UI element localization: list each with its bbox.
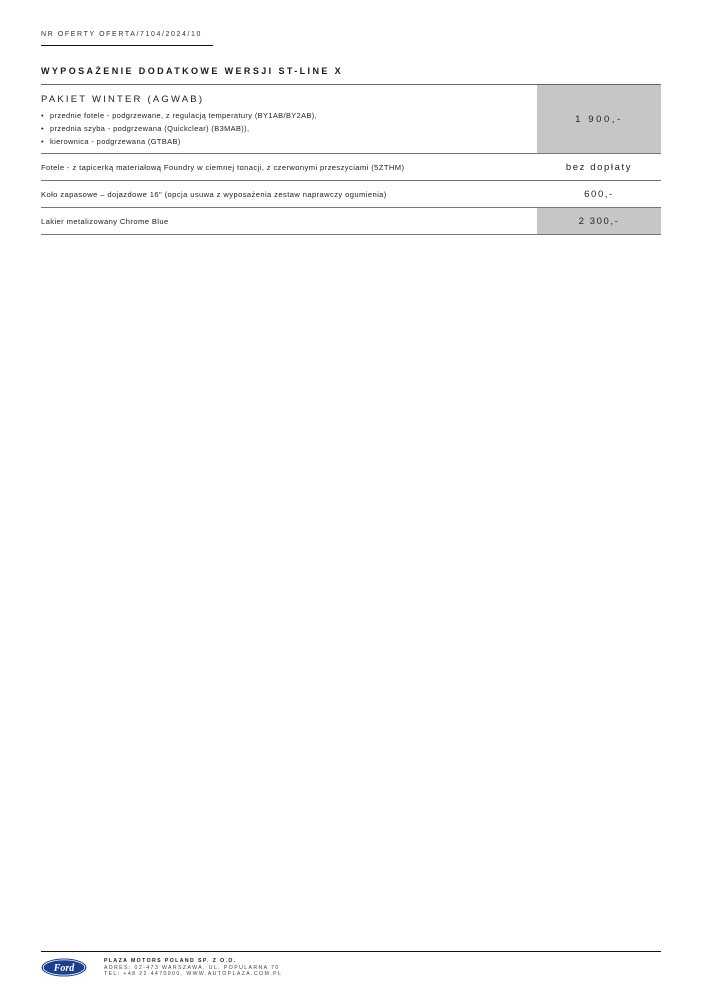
company-address: ADRES: 02-473 WARSZAWA, UL. POPULARNA 70 [104,964,280,971]
equipment-table [41,84,661,235]
package-bullet [41,109,537,122]
row-description: Lakier metalizowany Chrome Blue [41,216,169,226]
bullet-dot: • [41,124,44,133]
table-row [41,154,661,181]
ford-logo-icon [41,958,87,977]
bullet-dot: • [41,111,44,120]
offer-number: NR OFERTY OFERTA/7104/2024/10 [41,31,203,38]
package-bullet [41,135,537,148]
ford-logo-text: Ford [53,963,75,974]
bullet-text: kierownica - podgrzewana (GTBAB) [50,137,181,146]
offer-number-underline [41,45,213,46]
footer-rule [41,951,661,952]
company-name: PLAZA MOTORS POLAND SP. Z O.O. [104,958,237,964]
package-title: PAKIET WINTER (AGWAB) [41,94,205,105]
company-info [104,958,282,978]
table-row [41,85,661,154]
table-row [41,208,661,235]
bullet-dot: • [41,137,44,146]
section-title: WYPOSAŻENIE DODATKOWE WERSJI ST-LINE X [41,66,344,76]
row-description: Koło zapasowe – dojazdowe 16" (opcja usuwa z wyposażenia zestaw naprawczy ogumienia) [41,189,387,199]
price-cell: bez dopłaty [537,154,661,180]
bullet-text: przednia szyba - podgrzewana (Quickclear) (B3MAB)), [50,124,250,133]
price-cell: 1 900,- [537,85,661,153]
bullet-text: przednie fotele - podgrzewane, z regulacją temperatury (BY1AB/BY2AB), [50,111,318,120]
row-description: Fotele - z tapicerką materiałową Foundry w ciemnej tonacji, z czerwonymi przeszyciami (5ZTHM) [41,162,405,172]
company-contact: TEL: +48 22 4470000, WWW.AUTOPLAZA.COM.PL [104,971,283,978]
price-cell: 2 300,- [537,208,661,234]
price-cell: 600,- [537,181,661,207]
table-row [41,181,661,208]
row-description [41,85,537,153]
package-bullet [41,122,537,135]
